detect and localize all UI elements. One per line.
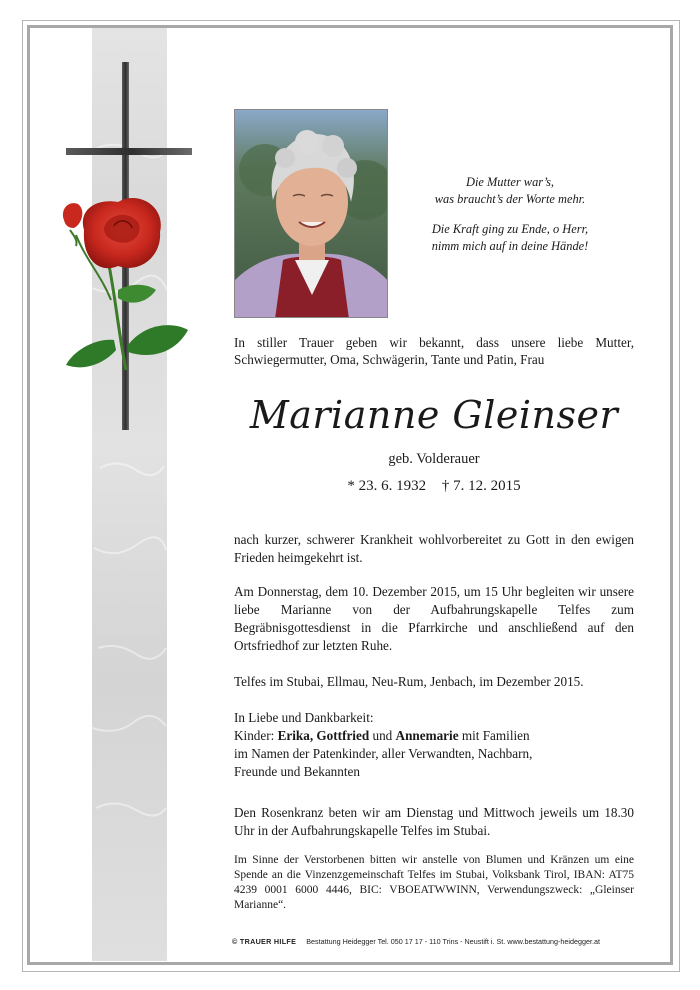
mourners-heading: In Liebe und Dankbarkeit: [234,710,374,725]
paragraph-rosary: Den Rosenkranz beten wir am Dienstag und Mittwoch jeweils um 18.30 Uhr in der Aufbahrungskapelle Telfes im Stubai. [234,805,634,838]
families-text: mit Familien [458,728,530,743]
footer-brand: © TRAUER HILFE [232,937,297,946]
maiden-name: geb. Volderauer [388,451,480,467]
cross-with-rose-icon [56,60,196,435]
children-label: Kinder: [234,728,278,743]
birth-date: * 23. 6. 1932 [347,478,427,494]
deceased-name: Marianne Gleinser [249,393,619,437]
poem-line: was braucht’s der Worte mehr. [434,191,586,206]
paragraph-funeral: Am Donnerstag, dem 10. Dezember 2015, um 15 Uhr begleiten wir unsere liebe Marianne von der Aufbahrungskapelle Telfes zum Begräbnisgottesdienst in die Pfarrkirche und anschließend auf den Ortsfriedhof zur letzten Ruhe. [234,584,634,653]
poem-line: Die Mutter war’s, [466,175,554,189]
mourners-relatives: im Namen der Patenkinder, aller Verwandten, Nachbarn, [234,746,533,761]
portrait-photo [234,109,388,318]
mourners-children [234,727,634,745]
connector: und [369,728,396,743]
paragraph-places: Telfes im Stubai, Ellmau, Neu-Rum, Jenbach, im Dezember 2015. [234,674,584,689]
mourners-list [234,709,634,781]
footer [232,937,647,946]
child-names: Erika, Gottfried [277,728,370,743]
footer-info: Bestattung Heidegger Tel. 050 17 17 - 110 Trins - Neustift i. St. www.bestattung-heidegger.at [306,937,600,946]
mourners-friends: Freunde und Bekannten [234,764,360,779]
poem-line: Die Kraft ging zu Ende, o Herr, [431,222,589,236]
memorial-poem [396,174,624,254]
death-date: † 7. 12. 2015 [441,478,521,494]
paragraph-donation: Im Sinne der Verstorbenen bitten wir anstelle von Blumen und Kränzen um eine Spende an die Vinzenzgemeinschaft Telfes im Stubai, Volksbank Tirol, IBAN: AT75 4239 0001 6000 4446, BIC: VBOEATWWINN, Verwendungszweck: „Gleinser Marianne“. [234,854,634,911]
intro-text: In stiller Trauer geben wir bekannt, dass unsere liebe Mutter, Schwiegermutter, Oma, Schwägerin, Tante und Patin, Frau [234,335,634,367]
portrait-image [235,110,388,318]
paragraph-passing: nach kurzer, schwerer Krankheit wohlvorbereitet zu Gott in den ewigen Frieden heimgekehrt ist. [234,532,634,565]
poem-line: nimm mich auf in deine Hände! [431,238,589,253]
life-dates [234,478,634,495]
child-name: Annemarie [395,728,459,743]
